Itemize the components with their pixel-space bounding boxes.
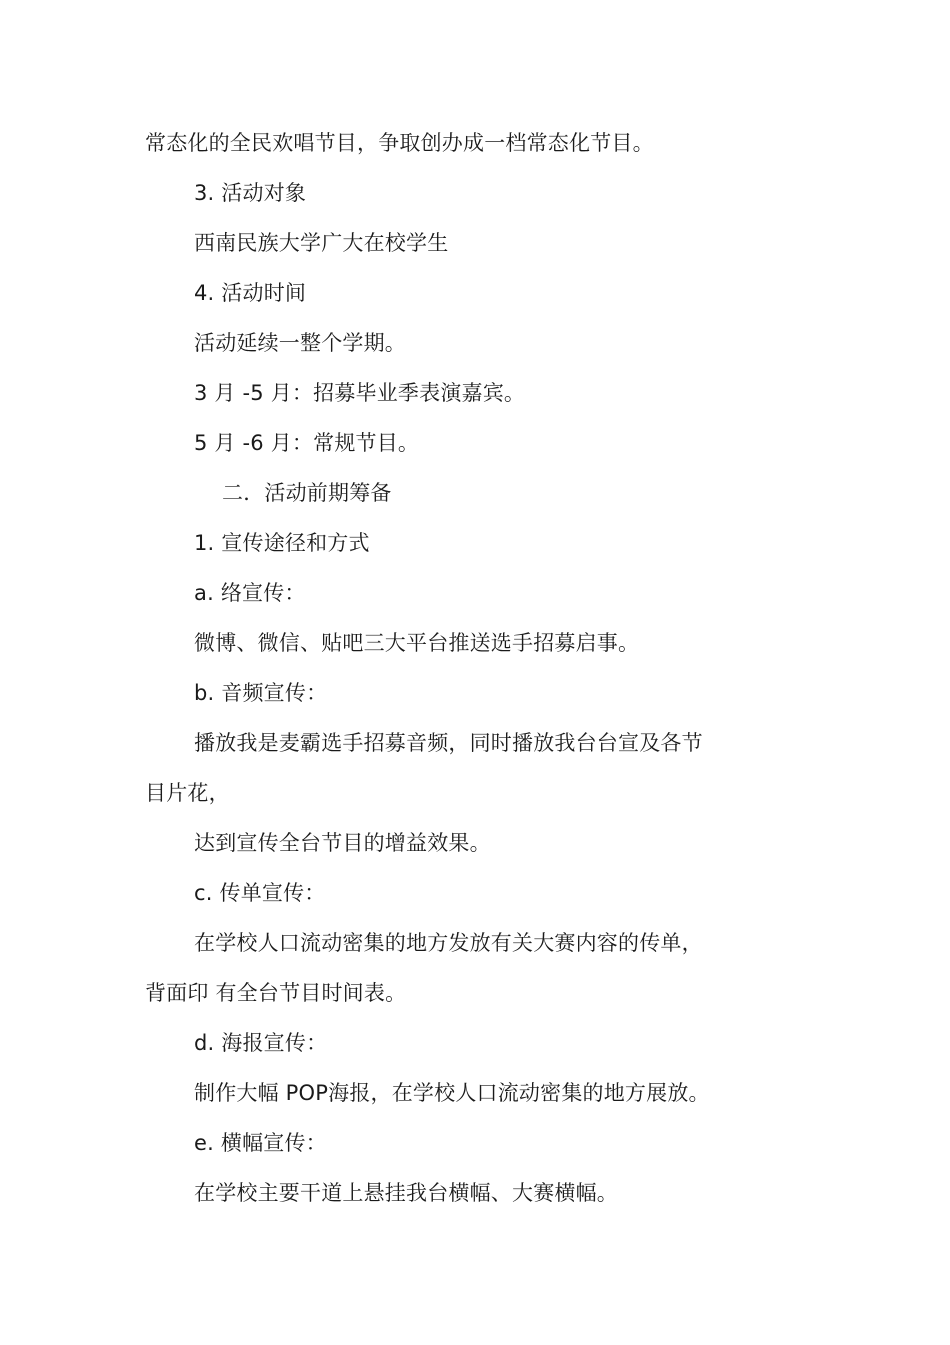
paragraph-line: 播放我是麦霸选手招募音频，同时播放我台台宣及各节 (194, 731, 703, 755)
subsection-heading: a. 络宣传： (194, 581, 306, 605)
subsection-heading: e. 横幅宣传： (194, 1131, 327, 1155)
paragraph-line: 背面印 有全台节目时间表。 (145, 981, 407, 1005)
subsection-heading: d. 海报宣传： (194, 1031, 328, 1055)
paragraph-line: 常态化的全民欢唱节目，争取创办成一档常态化节目。 (145, 131, 654, 155)
section-heading: 4. 活动时间 (194, 281, 307, 305)
paragraph-line: 5 月 -6 月：常规节目。 (194, 431, 420, 455)
chapter-heading: 二．活动前期筹备 (222, 481, 392, 505)
paragraph-line: 在学校主要干道上悬挂我台横幅、大赛横幅。 (194, 1181, 618, 1205)
paragraph-line: 微博、微信、贴吧三大平台推送选手招募启事。 (194, 631, 640, 655)
paragraph-line: 西南民族大学广大在校学生 (194, 231, 449, 255)
subsection-heading: c. 传单宣传： (194, 881, 326, 905)
section-heading: 1. 宣传途径和方式 (194, 531, 370, 555)
paragraph-line: 目片花， (145, 781, 230, 805)
subsection-heading: b. 音频宣传： (194, 681, 328, 705)
paragraph-line: 制作大幅 POP海报，在学校人口流动密集的地方展放。 (194, 1081, 710, 1105)
paragraph-line: 达到宣传全台节目的增益效果。 (194, 831, 491, 855)
paragraph-line: 3 月 -5 月：招募毕业季表演嘉宾。 (194, 381, 526, 405)
paragraph-line: 活动延续一整个学期。 (194, 331, 406, 355)
paragraph-line: 在学校人口流动密集的地方发放有关大赛内容的传单， (194, 931, 703, 955)
section-heading: 3. 活动对象 (194, 181, 307, 205)
